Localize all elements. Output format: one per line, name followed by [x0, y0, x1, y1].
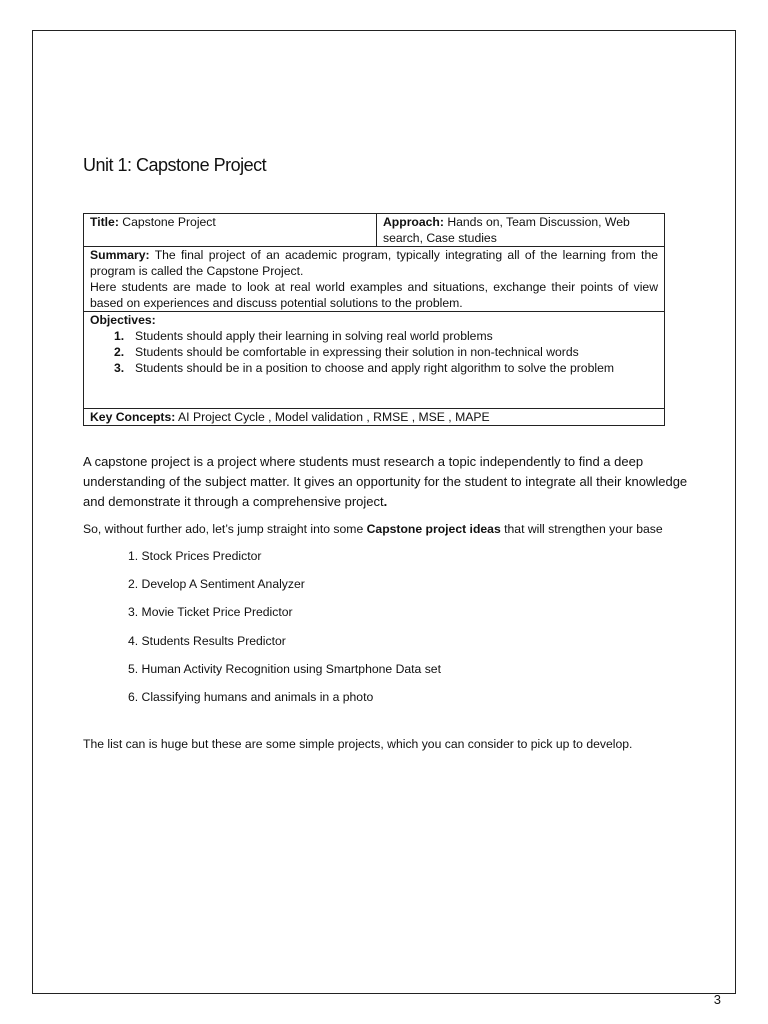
title-cell — [84, 214, 377, 247]
list-item: 5. Human Activity Recognition using Smartphone Data set — [128, 661, 441, 676]
table-row-summary — [84, 247, 665, 312]
intro-paragraph — [83, 452, 693, 512]
title-label: Title: — [90, 215, 119, 229]
summary-label: Summary: — [90, 248, 150, 262]
lead-text-end: that will strengthen your base — [500, 522, 663, 536]
list-item: 2. Develop A Sentiment Analyzer — [128, 577, 305, 592]
key-concepts-value: AI Project Cycle , Model validation , RMSE , MSE , MAPE — [175, 410, 490, 424]
list-item: 1. Stock Prices Predictor — [128, 549, 262, 563]
summary-value: The final project of an academic program, typically integrating all of the learning from the program is called the Capstone Project. — [90, 248, 658, 278]
list-item: 6. Classifying humans and animals in a photo — [128, 689, 374, 704]
objective-text: Students should apply their learning in solving real world problems — [135, 329, 493, 343]
table-row-title — [84, 214, 665, 247]
objective-item — [114, 360, 658, 376]
key-concepts-cell — [84, 409, 665, 426]
objectives-label: Objectives: — [90, 313, 156, 327]
page-number: 3 — [713, 992, 721, 1007]
objectives-cell — [84, 312, 665, 409]
objectives-list — [90, 328, 658, 376]
objective-number: 3. — [114, 361, 125, 375]
key-concepts-label: Key Concepts: — [90, 410, 176, 424]
closing-paragraph: The list can is huge but these are some simple projects, which you can consider to pick up to develop. — [83, 737, 633, 752]
summary-paragraph — [90, 247, 658, 279]
objective-item — [114, 328, 658, 344]
lead-bold-text: Capstone project ideas — [366, 522, 501, 536]
objective-item — [114, 344, 658, 360]
objective-number: 1. — [114, 329, 125, 343]
lead-paragraph — [83, 520, 693, 539]
objective-text: Students should be in a position to choose and apply right algorithm to solve the problem — [135, 361, 614, 375]
document-content — [83, 155, 693, 751]
objective-number: 2. — [114, 345, 125, 359]
project-ideas-list — [128, 546, 693, 715]
intro-period: . — [383, 494, 388, 509]
summary-line-2: Here students are made to look at real world examples and situations, exchange their points of view based on experiences and discuss potential solutions to the problem. — [90, 280, 658, 310]
unit-info-table — [83, 213, 665, 426]
unit-heading: Unit 1: Capstone Project — [83, 155, 267, 175]
approach-label: Approach: — [383, 215, 444, 229]
intro-text: A capstone project is a project where students must research a topic independently to find a deep understanding of the subject matter. It gives an opportunity for the student to integrate all their knowledge and demonstrate it through a comprehensive project — [83, 454, 688, 509]
objective-text: Students should be comfortable in expressing their solution in non-technical words — [135, 345, 579, 359]
list-item: 3. Movie Ticket Price Predictor — [128, 605, 293, 620]
table-row-key-concepts — [84, 409, 665, 426]
list-item: 4. Students Results Predictor — [128, 633, 286, 648]
table-row-objectives — [84, 312, 665, 409]
lead-text: So, without further ado, let’s jump straight into some — [83, 522, 367, 536]
summary-cell — [84, 247, 665, 312]
approach-cell — [377, 214, 665, 247]
title-value: Capstone Project — [118, 215, 216, 229]
approach-value: Hands on, Team Discussion, Web search, Case studies — [383, 215, 630, 245]
